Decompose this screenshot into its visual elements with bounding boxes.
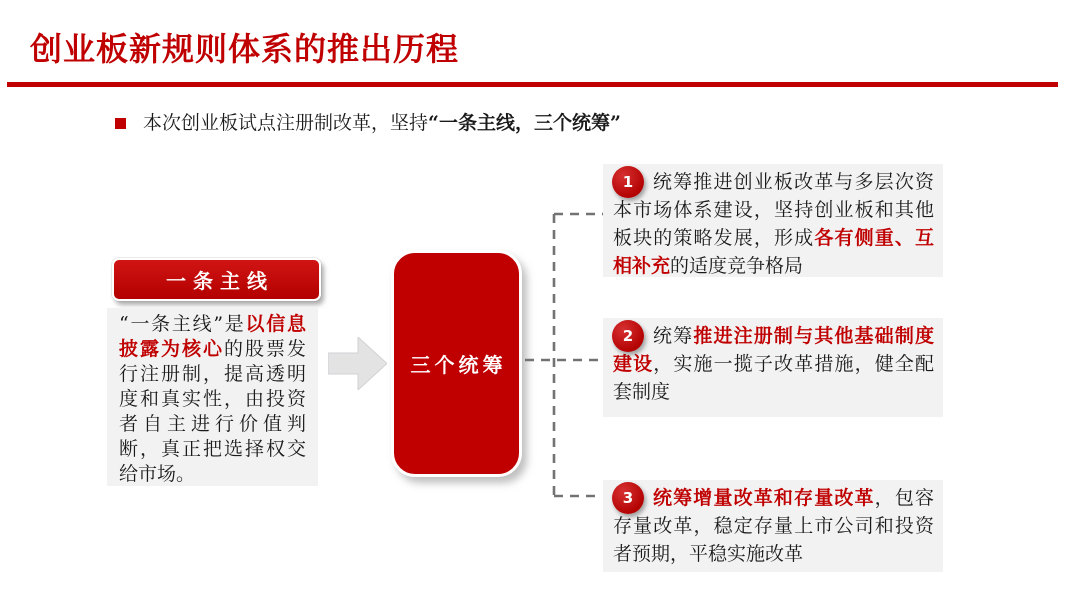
item-text-emphasis: 各有侧重、互相补充 [613,227,934,277]
item-number-badge: 3 [612,482,644,514]
item-text-emphasis: 统筹增量改革和存量改革 [653,487,875,509]
item-text [603,164,943,280]
page-title: 创业板新规则体系的推出历程 [30,30,460,68]
item-text-post: 的适度竞争格局 [670,255,804,277]
item-text-emphasis: 推进注册制与其他基础制度建设 [613,325,934,375]
item-number-badge: 1 [612,166,644,198]
arrow-right-icon [328,337,387,390]
intro-text-pre: 本次创业板试点注册制改革，坚持 [143,112,429,134]
main-line-header-box [112,258,321,301]
item-text [603,480,943,568]
main-line-text-post: 的股票发行注册制，提高透明度和真实性，由投资者自主进行价值判断，真正把选择权交给市场。 [119,338,306,485]
intro-bullet-line [115,109,621,138]
item-text-post: ，实施一揽子改革措施，健全配套制度 [613,353,934,403]
item-card-3 [603,480,943,572]
main-line-text-emphasis: 以信息披露为核心 [119,313,306,360]
hub-label: 三个统筹 [410,353,507,377]
item-card-1 [603,164,943,277]
square-bullet-icon [115,118,126,129]
main-line-header-label: 一条主线 [166,269,274,293]
main-line-body-text [119,312,306,487]
intro-text [143,109,621,138]
main-line-text-pre: “一条主线”是 [119,313,246,335]
item-text-post: ，包容存量改革，稳定存量上市公司和投资者预期，平稳实施改革 [613,487,934,565]
item-text [603,318,943,406]
item-number-badge: 2 [612,320,644,352]
intro-text-emphasis: “一条主线，三个统筹” [428,112,621,134]
title-underline [7,82,1058,87]
item-text-pre: 统筹 [653,325,694,347]
hub-box [391,250,522,477]
item-card-2 [603,318,943,417]
item-text-pre: 统筹推进创业板改革与多层次资本市场体系建设，坚持创业板和其他板块的策略发展，形成 [613,171,934,249]
main-line-body-box [107,308,318,486]
